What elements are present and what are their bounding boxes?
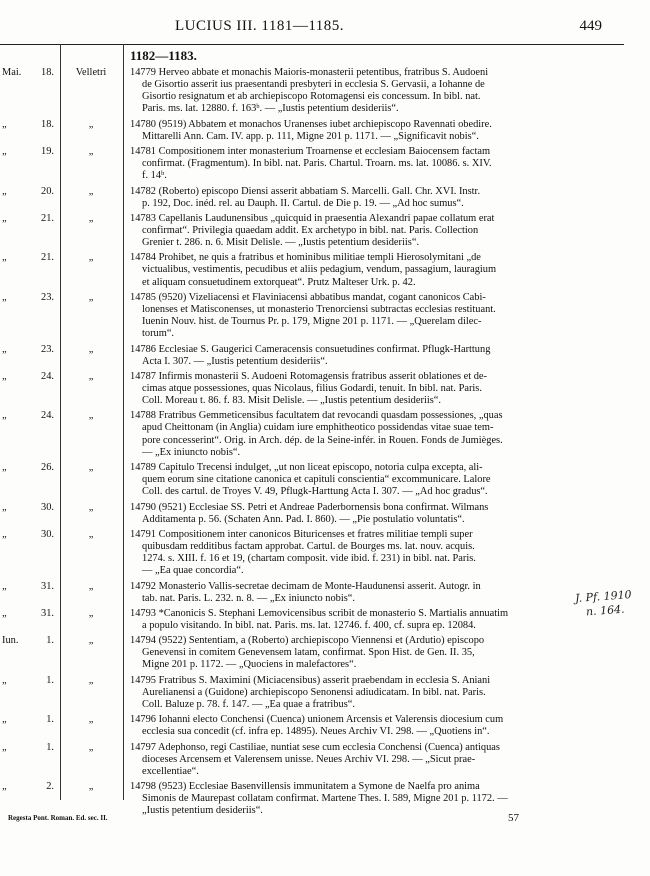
entry-place: „: [88, 252, 94, 264]
entry-text: [130, 146, 616, 182]
entry-line: Migne 201 p. 1172. — „Quociens in malefactores“.: [142, 659, 357, 671]
entry-line: f. 14ᵇ.: [142, 170, 167, 182]
entry-text: [130, 371, 616, 407]
entry-month: „: [2, 674, 7, 686]
entry-line: 1274. s. XIII. f. 16 et 19, (chartam composit. vide ibid. f. 231) in bibl. nat. Paris.: [142, 553, 476, 565]
entry-day: 21.: [41, 212, 54, 224]
entry-place: „: [88, 291, 94, 303]
entry-text: [130, 781, 616, 817]
entry-line: Grenier t. 286. n. 6. Misit Delisle. — „Iustis petentium desideriis“.: [142, 237, 420, 249]
entry-text: [130, 742, 616, 778]
entry-line: 14783 Capellanis Laudunensibus „quicquid in praesentia Alexandri papae collatum erat: [130, 212, 495, 224]
entry-line: 14791 Compositionem inter canonicos Bituricenses et fratres militiae templi super: [130, 528, 473, 540]
entry-month: „: [2, 462, 7, 473]
entry-line: 14779 Herveo abbate et monachis Maioris-monasterii petentibus, fratribus S. Audoeni: [130, 67, 489, 78]
entry-month: „: [2, 252, 7, 264]
entry-place: „: [88, 501, 94, 513]
entry-day: 24.: [41, 410, 54, 422]
entry-month: „: [2, 501, 7, 513]
entry-line: Simonis de Maurepast collatam confirmat. Martene Thes. I. 589, Migne 201 p. 1172. —: [142, 793, 508, 805]
entry-text: [130, 252, 616, 288]
page-number: 449: [579, 18, 602, 34]
entry-line: cimas atque possessiones, quas Nicolaus, filius Godardi, tenuit. In bibl. nat. Paris.: [142, 382, 482, 394]
entry-place: „: [88, 741, 94, 753]
entry-month: Mai.: [2, 67, 22, 78]
entry-place: „: [88, 781, 94, 793]
entry-line: Gisortio resignatum et ab archiepiscopo Rotomagensi eis concessum. In bibl. nat.: [142, 91, 481, 103]
entry-line: Paris. ms. lat. 12880. f. 163ᵇ. — „Iustis petentium desideriis“.: [142, 103, 399, 115]
entry-line: confirmat“. Privilegia quaedam addit. Ex archetypo in bibl. nat. Paris. Collection: [142, 224, 479, 236]
entry-place: „: [88, 714, 94, 726]
entry-month: „: [2, 118, 7, 130]
entry-line: Coll. des cartul. de Troyes V. 49, Pflugk-Harttung Acta I. 307. — „Ad hoc gradus“.: [142, 486, 488, 498]
entry-line: de Gisortio asserit ius praesentandi presbyteri in ecclesia S. Gervasii, a Iohanne de: [142, 79, 485, 91]
entry-text: [130, 462, 616, 498]
entry-line: 14790 (9521) Ecclesiae SS. Petri et Andreae Paderbornensis bona confirmat. Wilmans: [130, 501, 489, 513]
entry-day: 23.: [41, 291, 54, 303]
entry-month: „: [2, 580, 7, 592]
entry-text: [130, 529, 616, 577]
entry-line: tab. nat. Paris. L. 232. n. 8. — „Ex iniuncto nobis“.: [142, 592, 355, 604]
entry-line: Iuenin Nouv. hist. de Tournus Pr. p. 179, Migne 201 p. 1171. — „Querelam dilec-: [142, 316, 482, 328]
column-divider-place: [123, 44, 124, 800]
entry-month: „: [2, 528, 7, 540]
entry-place: „: [88, 118, 94, 130]
handwritten-note-1: J. Pf. 1910: [574, 588, 633, 605]
entry-day: 19.: [41, 146, 54, 157]
entry-day: 31.: [41, 580, 54, 592]
entry-day: 18.: [41, 118, 54, 130]
entry-line: Aurelianensi a (Guidone) archiepiscopo Senonensi adiudicatam. In bibl. nat. Paris.: [142, 686, 486, 698]
entry-text: [130, 581, 616, 605]
section-title: 1182—1183.: [130, 48, 197, 63]
entry-line: 14795 Fratribus S. Maximini (Miciacensibus) asserit praebendam in ecclesia S. Aniani: [130, 674, 491, 686]
entry-day: 21.: [41, 252, 54, 264]
entry-day: 31.: [41, 607, 54, 619]
header-rule: [0, 44, 624, 45]
entry-month: „: [2, 410, 7, 422]
entry-place: „: [88, 185, 94, 197]
entry-month: „: [2, 343, 7, 355]
entry-line: 14789 Capitulo Trecensi indulget, „ut non liceat episcopo, notoria culpa excepta, ali-: [130, 462, 483, 473]
entry-line: p. 192, Doc. inéd. rel. au Dauph. II. Cartul. de Die p. 19. — „Ad hoc sumus“.: [142, 197, 464, 209]
entry-text: [130, 213, 616, 249]
entry-day: 1.: [46, 714, 54, 726]
entry-day: 30.: [41, 501, 54, 513]
entry-place: „: [88, 462, 94, 473]
entry-line: et aliquam consuetudinem extorqueat“. Prutz Malteser Urk. p. 42.: [142, 276, 416, 288]
entry-line: dioceses Arcensem et Valerensem unisse. Neues Archiv VI. 298. — „Sicut prae-: [142, 753, 476, 765]
entry-line: 14796 Iohanni electo Conchensi (Cuenca) unionem Arcensis et Valerensis diocesium cum: [130, 714, 504, 726]
entry-month: „: [2, 185, 7, 197]
entry-day: 23.: [41, 343, 54, 355]
entry-line: — „Ea quae concordia“.: [142, 565, 244, 577]
entry-month: Iun.: [2, 635, 19, 647]
running-title: LUCIUS III. 1181—1185.: [175, 18, 345, 34]
entry-line: Acta I. 307. — „Iustis petentium desideriis“.: [142, 355, 328, 367]
entry-line: 14782 (Roberto) episcopo Diensi asserit abbatiam S. Marcelli. Gall. Chr. XVI. Instr.: [130, 185, 481, 197]
entry-place: „: [88, 212, 94, 224]
entry-place: „: [88, 410, 94, 422]
entry-text: [130, 186, 616, 210]
entry-month: „: [2, 146, 7, 157]
entry-month: „: [2, 291, 7, 303]
entry-place: „: [88, 343, 94, 355]
entry-line: quem eorum sine citatione canonica et capituli conscientia“ excommunicare. Lalore: [142, 474, 491, 486]
entry-line: 14785 (9520) Vizeliacensi et Flaviniacensi abbatibus mandat, cogant canonicos Cabi-: [130, 291, 486, 303]
entry-day: 2.: [46, 781, 54, 793]
entry-text: [130, 292, 616, 340]
entry-text: [130, 675, 616, 711]
entry-line: apud Cheittonam (in Anglia) cuidam iure emphitheotico possidendas vitae suae tem-: [142, 422, 494, 434]
entry-day: 26.: [41, 462, 54, 473]
entry-place: „: [88, 370, 94, 382]
entry-text: [130, 502, 616, 526]
entry-day: 1.: [46, 741, 54, 753]
entry-line: Coll. Baluze p. 78. f. 147. — „Ea quae a fratribus“.: [142, 698, 355, 710]
entry-line: 14787 Infirmis monasterii S. Audoeni Rotomagensis fratribus asserit oblationes et de-: [130, 370, 487, 382]
entry-day: 30.: [41, 528, 54, 540]
entry-month: „: [2, 212, 7, 224]
footer-series: Regesta Pont. Roman. Ed. sec. II.: [8, 814, 108, 822]
entry-day: 18.: [41, 67, 54, 78]
entry-text: [130, 344, 616, 368]
entry-line: 14781 Compositionem inter monasterium Troarnense et ecclesiam Baiocensem factam: [130, 146, 491, 157]
entry-text: [130, 608, 616, 632]
page-header: [0, 18, 650, 38]
entry-text: [130, 67, 616, 115]
entry-line: „Iustis petentium desideriis“.: [142, 805, 263, 817]
entry-line: 14793 *Canonicis S. Stephani Lemovicensibus scribit de monasterio S. Martialis annuatim: [130, 607, 509, 619]
entry-line: 14797 Adephonso, regi Castiliae, nuntiat sese cum ecclesia Conchensi (Cuenca) antiquas: [130, 741, 500, 753]
entry-place: „: [88, 635, 94, 647]
entry-line: a populo visitando. In bibl. nat. Paris. ms. lat. 12746. f. 400, cf. supra ep. 12084.: [142, 619, 476, 631]
entry-line: ecclesia sua concedit (cf. infra ep. 14895). Neues Archiv VI. 298. — „Quotiens in“.: [142, 726, 490, 738]
entry-text: [130, 119, 616, 143]
entry-line: 14780 (9519) Abbatem et monachos Uranenses iubet archiepiscopo Ravennati obedire.: [130, 118, 492, 130]
entry-line: Additamenta p. 56. (Schaten Ann. Pad. I. 860). — „Pie postulatio voluntatis“.: [142, 513, 465, 525]
entry-line: — „Ex iniuncto nobis“.: [142, 446, 241, 458]
entry-text: [130, 714, 616, 738]
entry-line: lonenses et Matisconenses, ut monasterio Trenorciensi subtractas ecclesias restituant.: [142, 303, 496, 315]
entry-month: „: [2, 741, 7, 753]
entry-line: torum“.: [142, 328, 175, 340]
entry-line: quibusdam redditibus factam approbat. Cartul. de Bourges ms. lat. nouv. acquis.: [142, 540, 475, 552]
footer-signature: 57: [508, 812, 519, 824]
entry-text: [130, 410, 616, 458]
entry-day: 24.: [41, 370, 54, 382]
entry-line: pore concesserint“. Orig. in Arch. dép. de la Seine-infér. in Rouen. Fonds de Jumièges.: [142, 434, 503, 446]
entry-line: 14786 Ecclesiae S. Gaugerici Cameracensis consuetudines confirmat. Pflugk-Harttung: [130, 343, 491, 355]
entry-line: Genevensi in comitem Genevensem latam, confirmat. Spon Hist. de Gen. II. 35,: [142, 647, 475, 659]
entry-place: Velletri: [75, 67, 107, 78]
entry-month: „: [2, 714, 7, 726]
handwritten-note-2: n. 164.: [585, 602, 625, 619]
entry-place: „: [88, 146, 94, 157]
entry-line: victualibus, vestimentis, pecudibus et aliis pedagium, vendum, passagium, lauragium: [142, 264, 497, 276]
entry-line: Mittarelli Ann. Cam. IV. app. p. 111, Migne 201 p. 1171. — „Significavit nobis“.: [142, 130, 479, 142]
entry-place: „: [88, 528, 94, 540]
entry-line: excellentiae“.: [142, 765, 199, 777]
entry-month: „: [2, 370, 7, 382]
entry-line: 14784 Prohibet, ne quis a fratribus et hominibus militiae templi Hierosolymitani „de: [130, 252, 481, 264]
entry-place: „: [88, 580, 94, 592]
entry-day: 20.: [41, 185, 54, 197]
entry-line: 14792 Monasterio Vallis-secretae decimam de Monte-Haudunensi asserit. Autogr. in: [130, 580, 481, 592]
entry-month: „: [2, 607, 7, 619]
entry-text: [130, 635, 616, 671]
entry-month: „: [2, 781, 7, 793]
column-divider-date: [60, 44, 61, 800]
entry-line: 14788 Fratribus Gemmeticensibus facultatem dat revocandi quasdam possessiones, „quas: [130, 410, 503, 422]
entry-line: 14794 (9522) Sententiam, a (Roberto) archiepiscopo Viennensi et (Ardutio) episcopo: [130, 635, 485, 647]
entry-place: „: [88, 674, 94, 686]
entry-day: 1.: [46, 674, 54, 686]
entry-place: „: [88, 607, 94, 619]
entry-line: confirmat. (Fragmentum). In bibl. nat. Paris. Chartul. Troarn. ms. lat. 10086. s. XIV.: [142, 158, 492, 170]
entry-line: Coll. Moreau t. 86. f. 83. Misit Delisle. — „Iustis petentium desideriis“.: [142, 395, 441, 407]
entry-day: 1.: [46, 635, 54, 647]
entry-line: 14798 (9523) Ecclesiae Basenvillensis immunitatem a Symone de Naelfa pro anima: [130, 781, 480, 793]
